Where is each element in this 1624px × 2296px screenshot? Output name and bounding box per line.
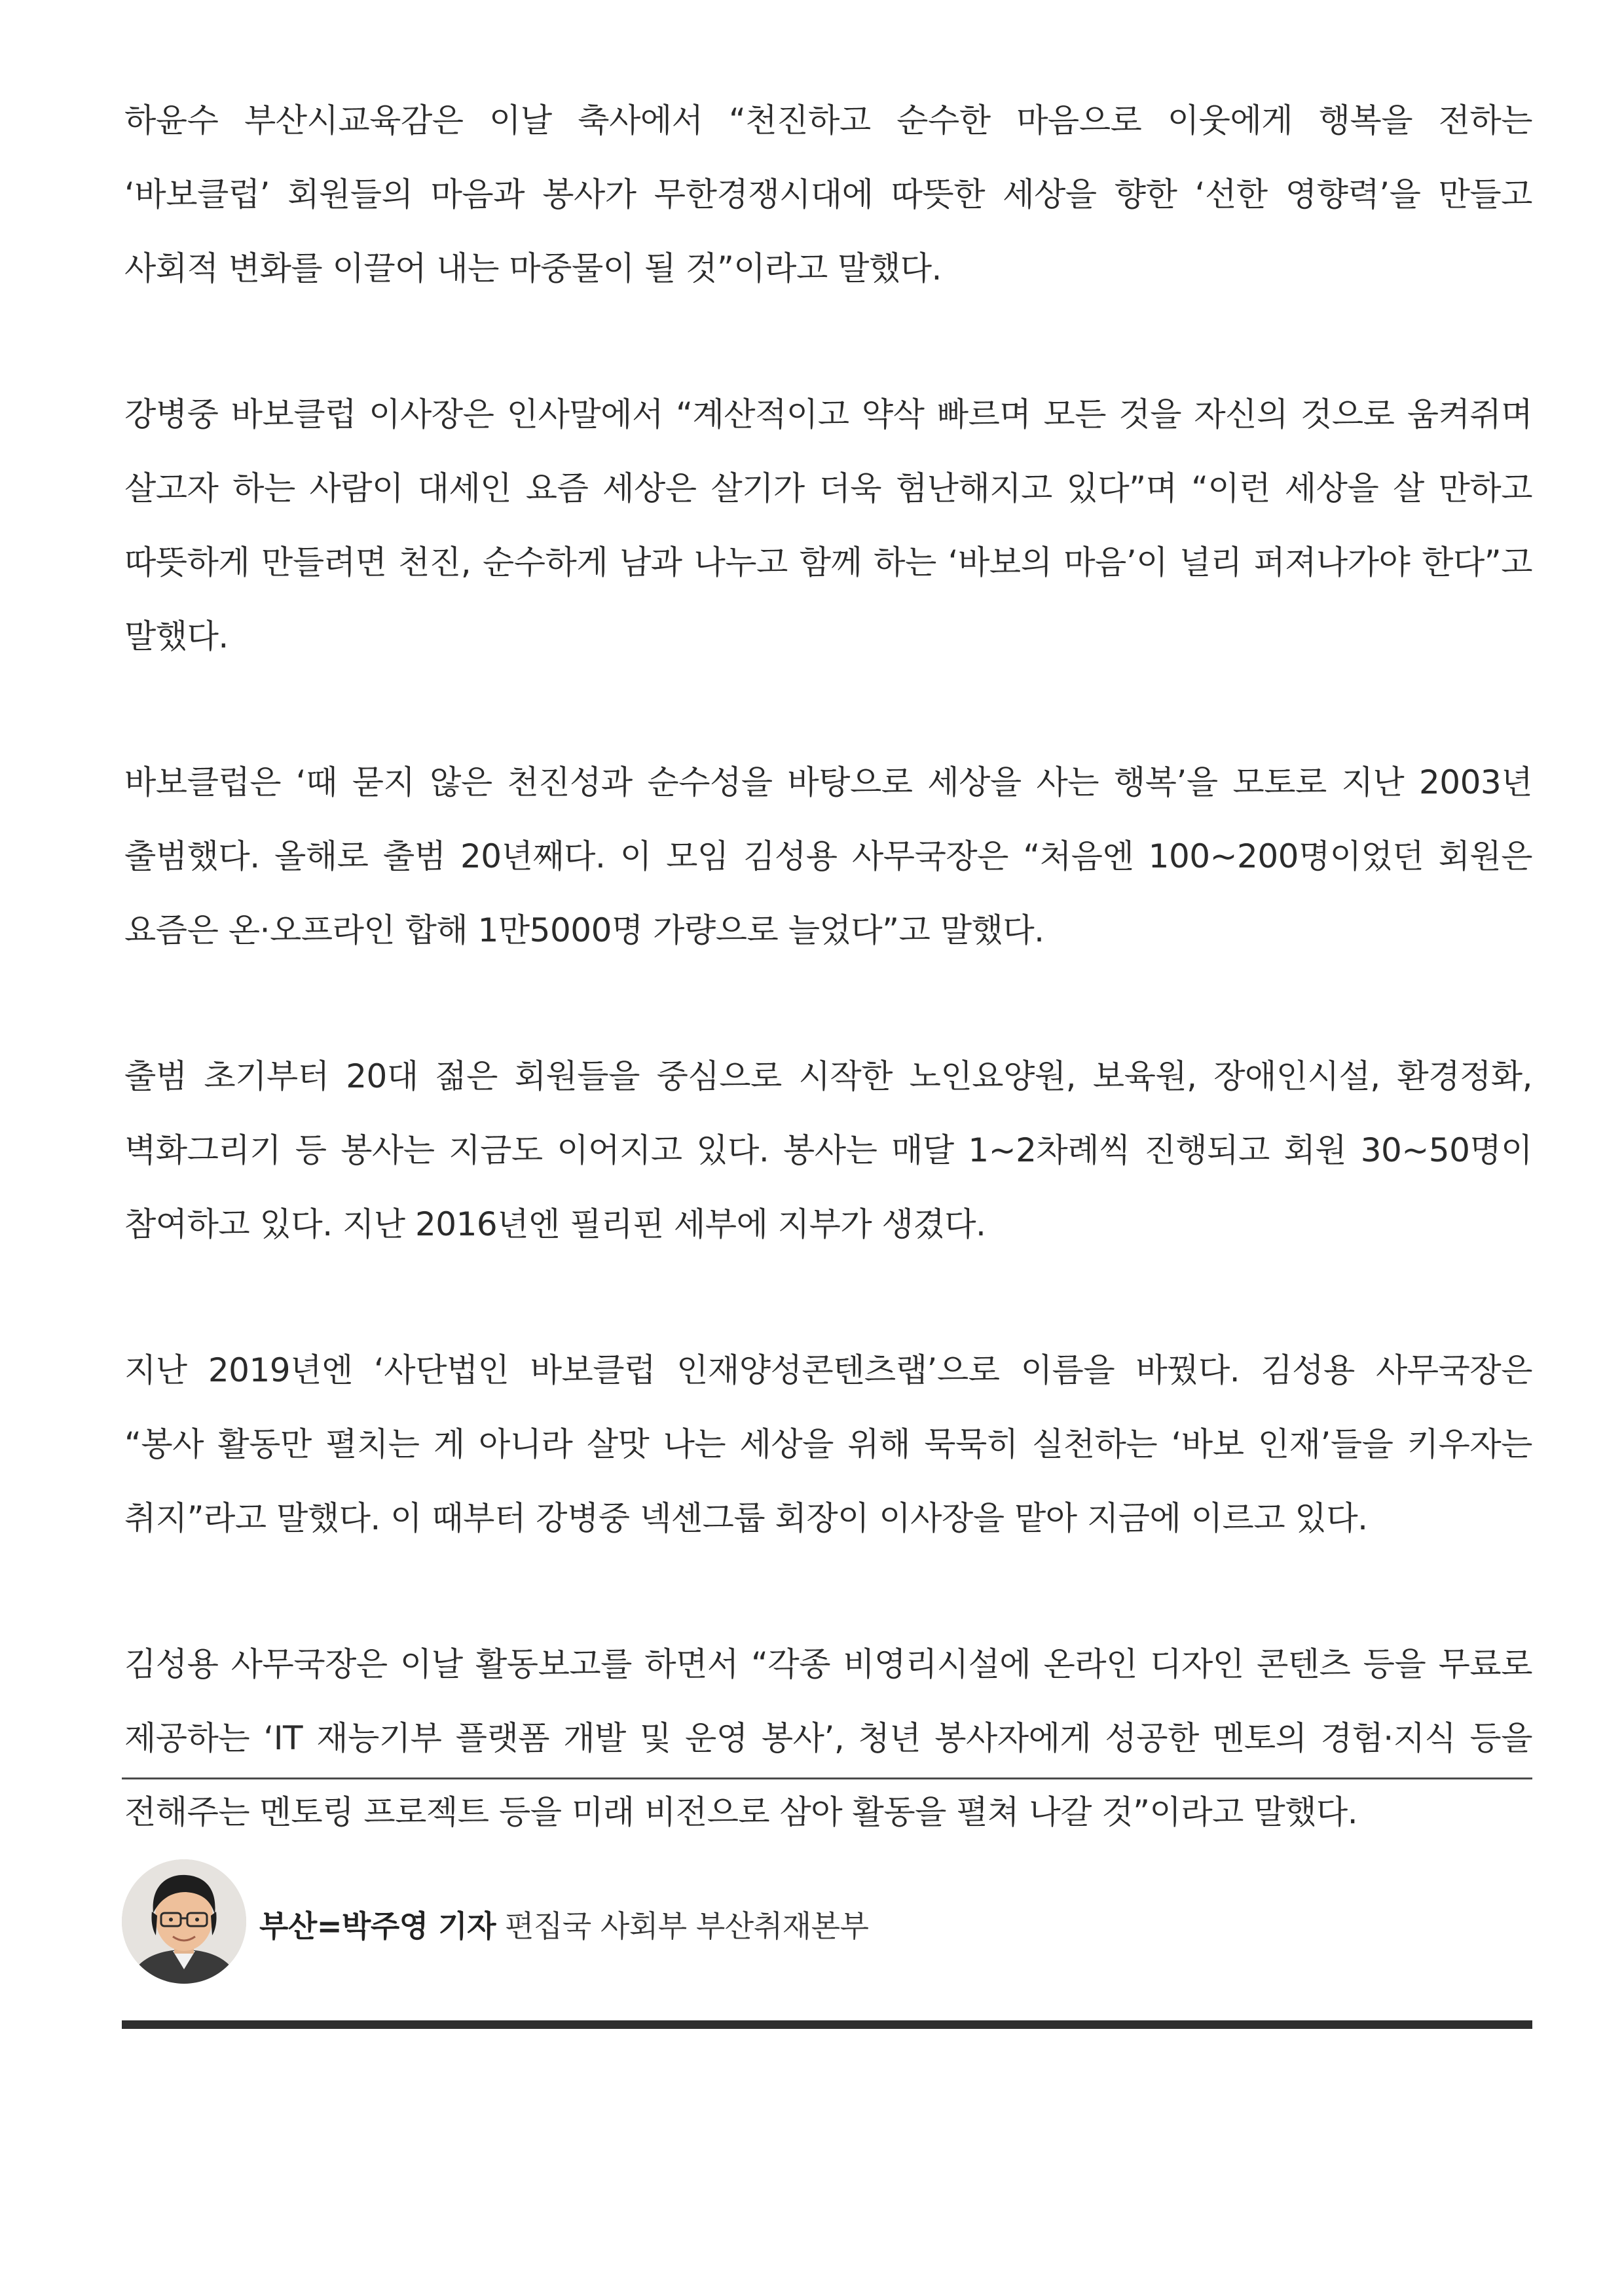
reporter-name: 부산=박주영 기자 <box>259 1908 496 1944</box>
paragraph-2: 강병중 바보클럽 이사장은 인사말에서 “계산적이고 약삭 빠르며 모든 것을 자신의 것으로 움켜쥐며 살고자 하는 사람이 대세인 요즘 세상은 살기가 더욱 험난해지고 있다”며 “이런 세상을 살 만하고 따뜻하게 만들려면 천진, 순수하게 남과 나누고 함께 하는 ‘바보의 마음’이 널리 퍼져나가야 한다”고 말했다. <box>124 395 1532 655</box>
article-body <box>124 84 1532 1850</box>
byline-top-divider <box>122 1777 1532 1779</box>
reporter-department: 편집국 사회부 부산취재본부 <box>505 1908 869 1944</box>
paragraph-4: 출범 초기부터 20대 젊은 회원들을 중심으로 시작한 노인요양원, 보육원, 장애인시설, 환경정화, 벽화그리기 등 봉사는 지금도 이어지고 있다. 봉사는 매달 1~2차례씩 진행되고 회원 30~50명이 참여하고 있다. 지난 2016년엔 필리핀 세부에 지부가 생겼다. <box>124 1057 1532 1243</box>
paragraph-5: 지난 2019년엔 ‘사단법인 바보클럽 인재양성콘텐츠랩’으로 이름을 바꿨다. 김성용 사무국장은 “봉사 활동만 펼치는 게 아니라 살맛 나는 세상을 위해 묵묵히 실천하는 ‘바보 인재’들을 키우자는 취지”라고 말했다. 이 때부터 강병중 넥센그룹 회장이 이사장을 맡아 지금에 이르고 있다. <box>124 1351 1532 1537</box>
reporter-avatar <box>122 1859 246 1984</box>
paragraph-6: 김성용 사무국장은 이날 활동보고를 하면서 “각종 비영리시설에 온라인 디자인 콘텐츠 등을 무료로 제공하는 ‘IT 재능기부 플랫폼 개발 및 운영 봉사’, 청년 봉사자에게 성공한 멘토의 경험·지식 등을 전해주는 멘토링 프로젝트 등을 미래 비전으로 삼아 활동을 펼쳐 나갈 것”이라고 말했다. <box>124 1645 1532 1831</box>
paragraph-1: 하윤수 부산시교육감은 이날 축사에서 “천진하고 순수한 마음으로 이웃에게 행복을 전하는 ‘바보클럽’ 회원들의 마음과 봉사가 무한경쟁시대에 따뜻한 세상을 향한 ‘선한 영향력’을 만들고 사회적 변화를 이끌어 내는 마중물이 될 것”이라고 말했다. <box>124 101 1532 287</box>
paragraph-3: 바보클럽은 ‘때 묻지 않은 천진성과 순수성을 바탕으로 세상을 사는 행복’을 모토로 지난 2003년 출범했다. 올해로 출범 20년째다. 이 모임 김성용 사무국장은 “처음엔 100~200명이었던 회원은 요즘은 온·오프라인 합해 1만5000명 가량으로 늘었다”고 말했다. <box>124 763 1532 949</box>
byline-bottom-divider <box>122 2020 1532 2029</box>
reporter-byline <box>122 1859 1532 1984</box>
